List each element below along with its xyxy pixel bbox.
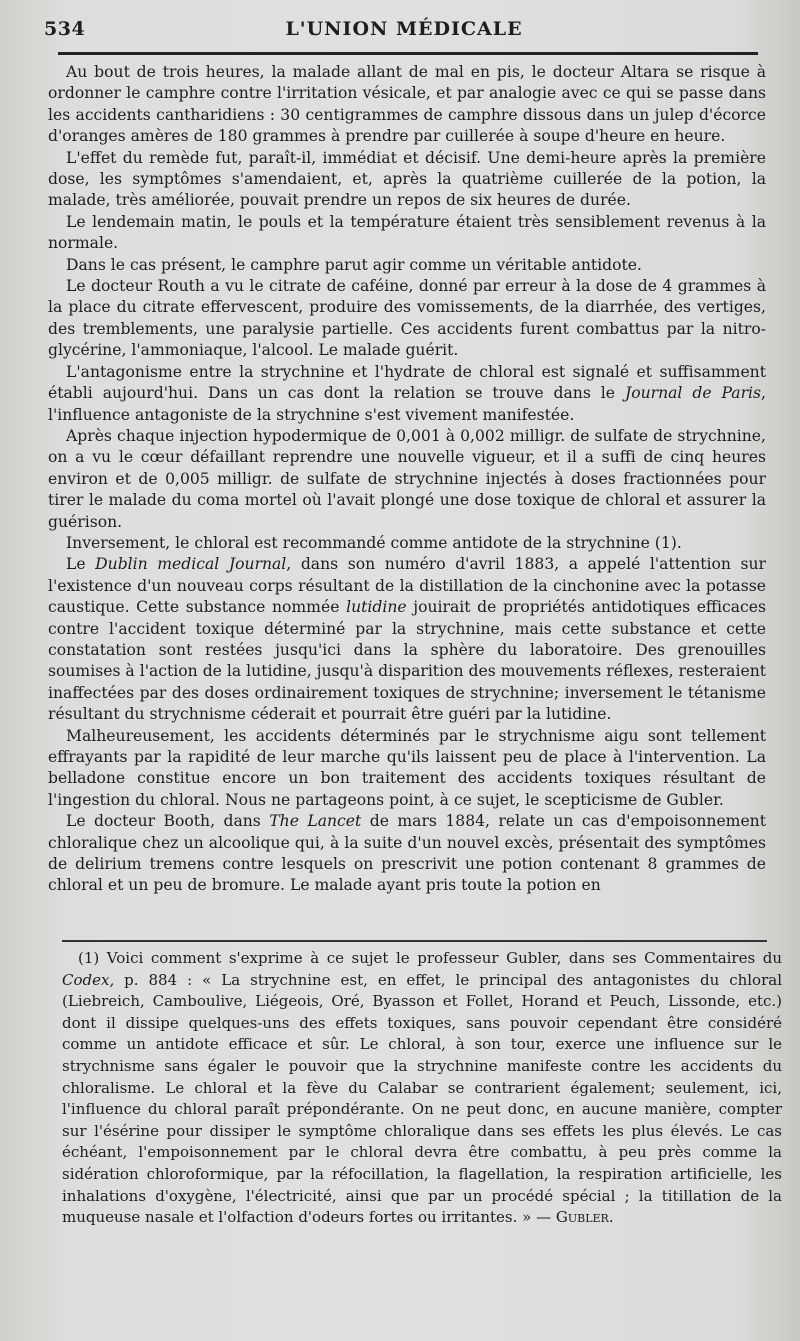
paragraph: Au bout de trois heures, la malade allant de mal en pis, le docteur Altara se risque à ordonner le camphre contre l'irritation vésicale, et par analogie avec ce qui se passe dans les accidents cantharidiens : 30 centigrammes de camphre dissous dans un julep d'écorce d'oranges amères de 180 grammes à prendre par cuillerée à soupe d'heure en heure. [48,63,766,146]
text-run: Le docteur Booth, dans [66,812,270,831]
footnote [62,948,782,1229]
substance-name: lutidine [346,598,407,617]
paragraph: Dans le cas présent, le camphre parut agir comme un véritable antidote. [66,255,642,274]
journal-title: Journal de Paris [624,384,762,403]
paragraph: Après chaque injection hypodermique de 0,001 à 0,002 milligr. de sulfate de strychnine, on a vu le cœur défaillant reprendre une nouvelle vigueur, et il a suffi de cinq heures environ et de 0,005 milligr. de sulfate de strychnine injectés à doses fractionnées pour tirer le malade du coma mortel où l'avait plongé une dose toxique de chloral et assurer la guérison. [48,426,766,531]
text-run: de mars 1884, relate un cas d'empoisonnement chloralique chez un alcoolique qui, à la suite d'un nouvel excès, présentait des symptômes de delirium tremens contre lesquels on prescrivit une potion contenant 8 grammes de chloral et un peu de bromure. Le malade ayant pris toute la potion en [48,812,766,895]
paragraph: Inversement, le chloral est recommandé comme antidote de la strychnine (1). [66,533,682,552]
text-run: , l'influence antagoniste de la strychnine s'est vivement manifestée. [48,384,766,424]
footnote-paragraph [62,948,782,1229]
text-run: (1) Voici comment s'exprime à ce sujet le professeur Gubler, dans ses Commentaires du [78,949,782,967]
paragraph [48,554,766,725]
running-title: L'UNION MÉDICALE [285,18,523,40]
paragraph [48,811,766,897]
paragraph: L'effet du remède fut, paraît-il, immédiat et décisif. Une demi-heure après la première dose, les symptômes s'amendaient, et, après la quatrième cuillerée de la potion, la malade, très améliorée, pouvait prendre un repos de six heures de durée. [48,148,766,210]
text-run: p. 884 : « La strychnine est, en effet, le principal des antagonistes du chloral (Liebreich, Camboulive, Liégeois, Oré, Byasson et Follet, Horand et Peuch, Lissonde, etc.) dont il dissipe quelques-uns des effets toxiques, sans pouvoir cependant être considéré comme un antidote efficace et sûr. Le chloral, à son tour, exerce une influence sur le strychnisme sans égaler le pouvoir que la strychnine manifeste contre les accidents du chloralisme. Le chloral et la fève du Calabar se contrarient également; seulement, ici, l'influence du chloral paraît prépondérante. On ne peut donc, en aucune manière, compter sur l'ésérine pour dissiper le symptôme chloralique dans ses effets les plus élevés. Le cas échéant, l'empoisonnement par le chloral devra être combattu, à peu près comme la sidération chloroformique, par la réfocillation, la flagellation, la respiration artificielle, les inhalations d'oxygène, l'électricité, ainsi que par un procédé spécial ; la titillation de la muqueuse nasale et l'olfaction d'odeurs fortes ou irritantes. » — [62,970,782,1227]
paragraph: Le docteur Routh a vu le citrate de caféine, donné par erreur à la dose de 4 grammes à la place du citrate effervescent, produire des vomissements, de la diarrhée, des vertiges, des tremblements, une paralysie partielle. Ces accidents furent combattus par la nitro-glycérine, l'ammoniaque, l'alcool. Le malade guérit. [48,277,766,360]
paragraph: Le lendemain matin, le pouls et la température étaient très sensiblement revenus à la normale. [48,212,766,253]
book-title: Codex, [62,970,115,989]
main-text [48,62,766,897]
text-run: , dans son numéro d'avril 1883, a appelé l'attention sur l'existence d'un nouveau corps résultant de la distillation de la cinchonine avec la potasse caustique. Cette substance nommée [48,555,766,617]
text-run: L'antagonisme entre la strychnine et l'hydrate de chloral est signalé et suffisamment établi aujourd'hui. Dans un cas dont la relation se trouve dans le [48,362,766,403]
page-number: 534 [44,18,86,40]
journal-title: Dublin medical Journal [95,555,287,574]
page-header [44,18,764,48]
text-run: jouirait de propriétés antidotiques efficaces contre l'accident toxique déterminé par la strychnine, mais cette substance et cette constatation sont restées jusqu'ici dans la sphère du laboratoire. Des grenouilles soumises à l'action de la lutidine, jusqu'à disparition des mouvements réflexes, resteraient inaffectées par des doses ordinairement toxiques de strychnine; inversement le tétanisme résultant du strychnisme céderait et pourrait être guéri par la lutidine. [48,598,766,724]
paragraph [48,362,766,426]
journal-title: The Lancet [269,812,362,831]
footnote-rule [62,940,767,942]
header-rule [58,52,758,55]
paragraph: Malheureusement, les accidents déterminés par le strychnisme aigu sont tellement effrayants par la rapidité de leur marche qu'ils laissent peu de place à l'intervention. La belladone constitue encore un bon traitement des accidents toxiques résultant de l'ingestion du chloral. Nous ne partageons point, à ce sujet, le scepticisme de Gubler. [48,726,766,809]
signature: Gubler. [555,1208,614,1227]
text-run: Le [66,555,96,574]
